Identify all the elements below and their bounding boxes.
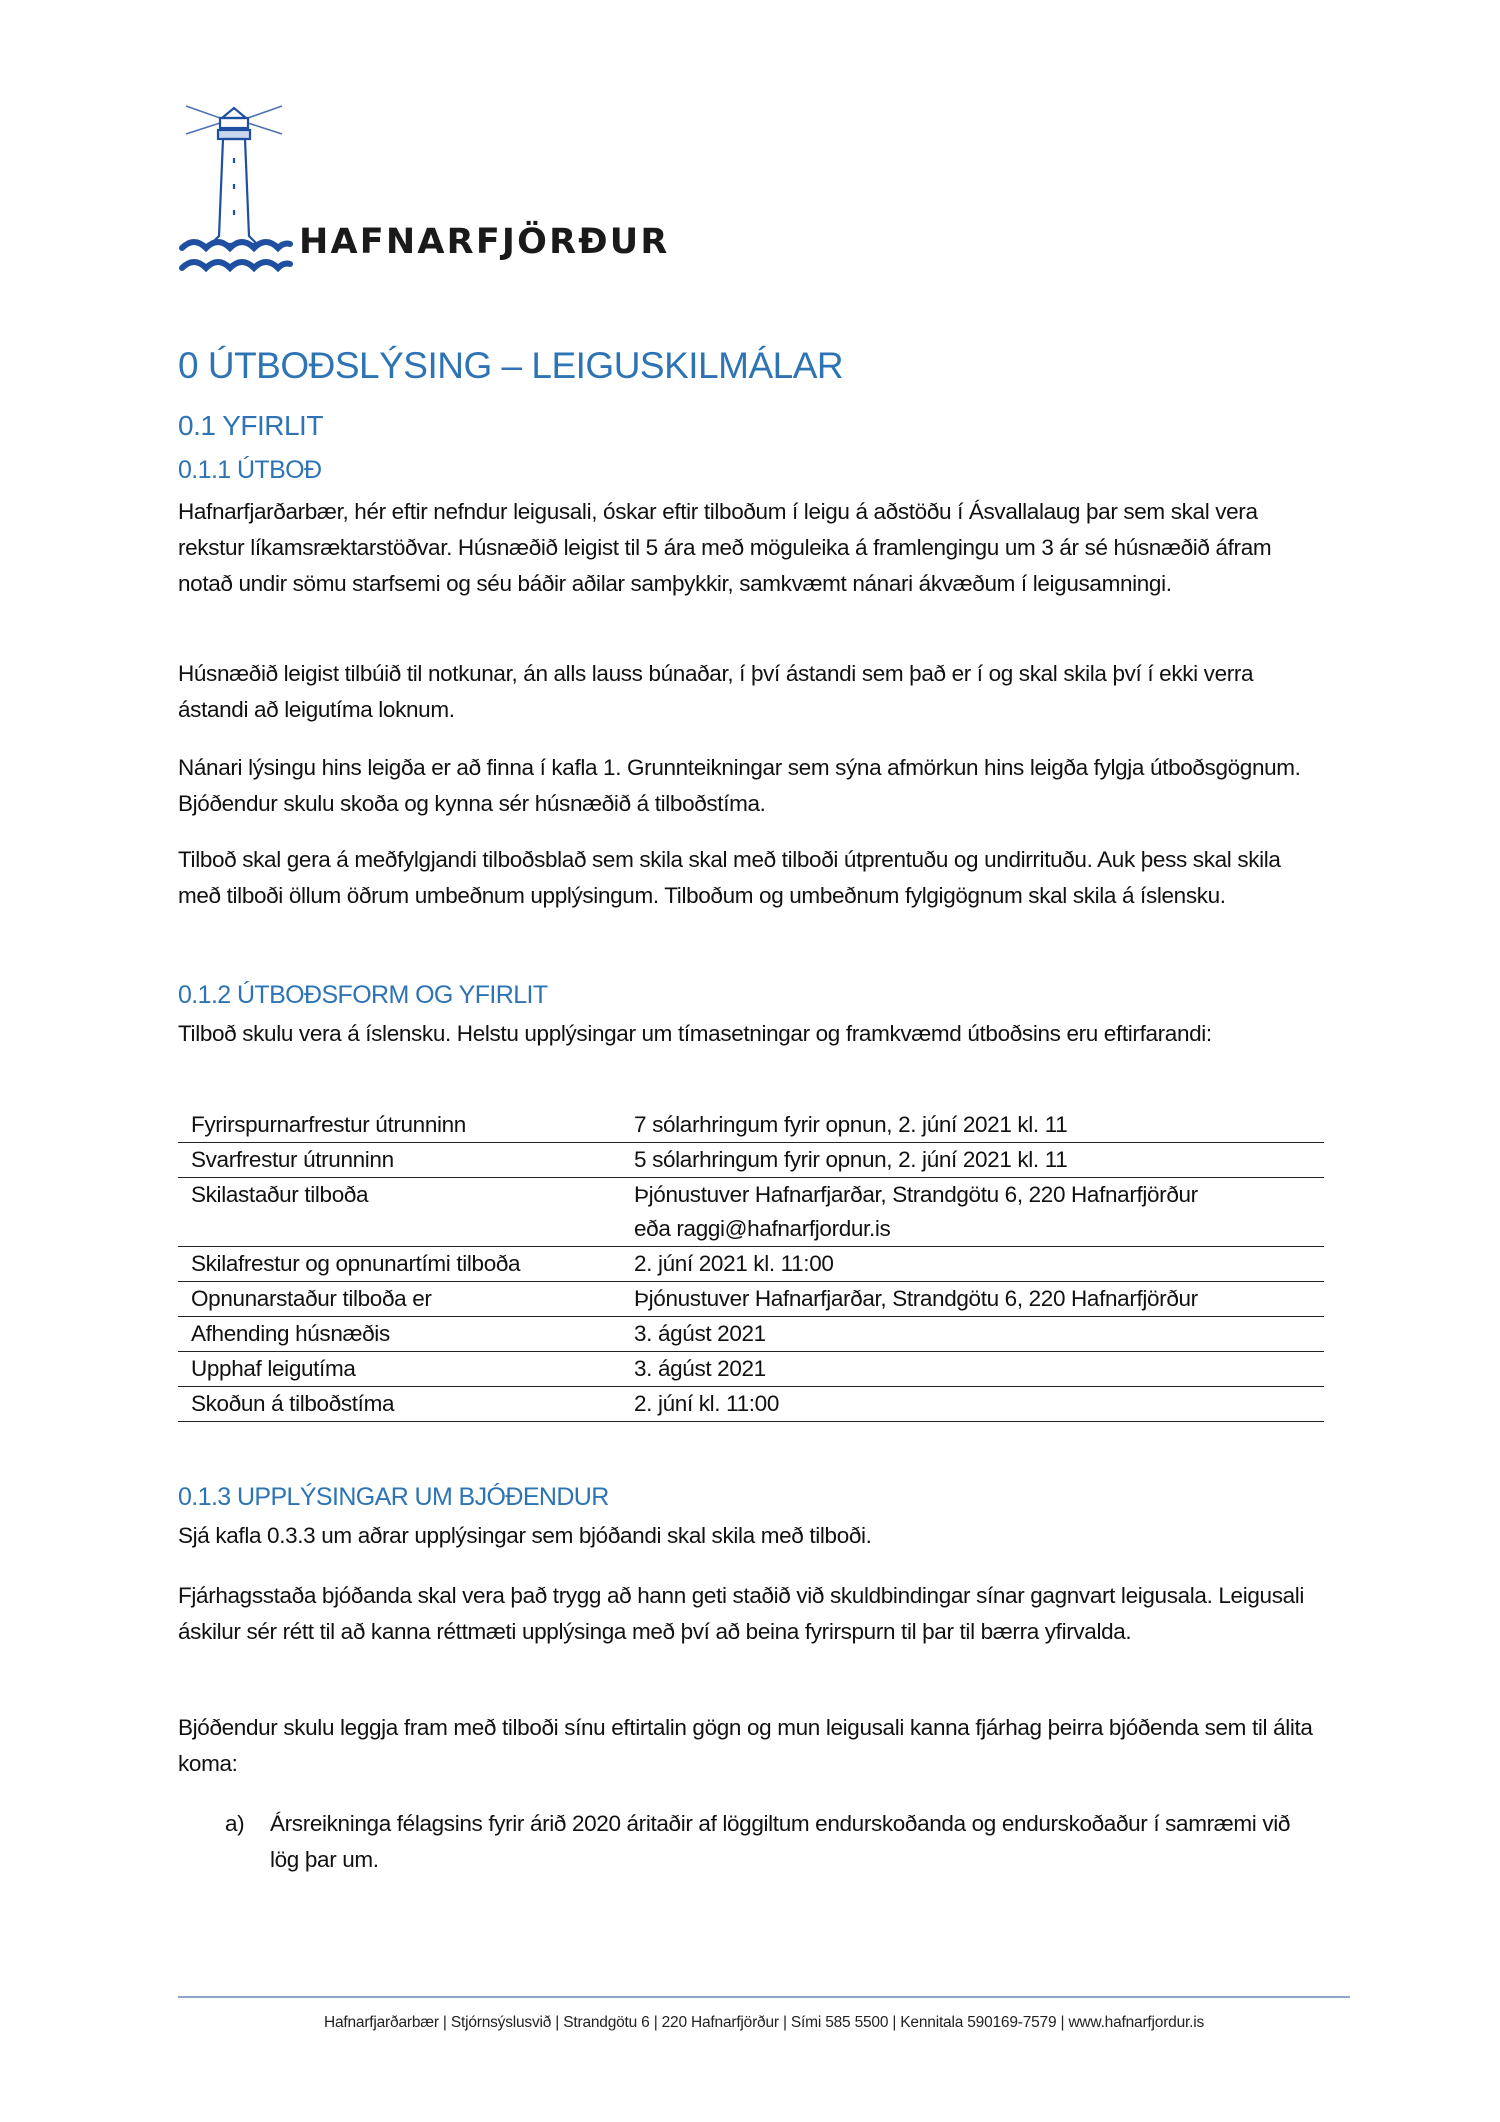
requirements-list [178,1806,1328,1886]
row-label: Skoðun á tilboðstíma [178,1387,621,1422]
row-value [621,1178,1324,1247]
table-row [178,1178,1324,1247]
paragraph: Fjárhagsstaða bjóðanda skal vera það trygg að hann geti staðið við skuldbindingar sínar gagnvart leigusala. Leigusali áskilur sér rétt til að kanna réttmæti upplýsinga með því að beina fyrirspurn til þar til bærra yfirvalda. [178,1583,1305,1644]
page-title: 0 ÚTBOÐSLÝSING – LEIGUSKILMÁLAR [178,345,844,386]
row-value: 7 sólarhringum fyrir opnun, 2. júní 2021 kl. 11 [621,1108,1324,1143]
table-row [178,1247,1324,1282]
paragraph: Bjóðendur skulu leggja fram með tilboði sínu eftirtalin gögn og mun leigusali kanna fjárhag þeirra bjóðenda sem til álita koma: [178,1715,1313,1776]
footer-divider [178,1996,1350,1998]
paragraph: Húsnæðið leigist tilbúið til notkunar, án alls lauss búnaðar, í því ástandi sem það er í og skal skila því í ekki verra ástandi að leigutíma loknum. [178,661,1254,722]
table-row [178,1387,1324,1422]
lighthouse-icon [178,96,293,281]
section-heading-0-1-1: 0.1.1 ÚTBOÐ [178,456,322,484]
hafnarfjordur-logo [178,88,673,278]
paragraph: Nánari lýsingu hins leigða er að finna í kafla 1. Grunnteikningar sem sýna afmörkun hins leigða fylgja útboðsgögnum. Bjóðendur skulu skoða og kynna sér húsnæðið á tilboðstíma. [178,755,1301,816]
paragraph: Tilboð skulu vera á íslensku. Helstu upplýsingar um tímasetningar og framkvæmd útboðsins eru eftirfarandi: [178,1021,1212,1046]
row-label: Upphaf leigutíma [178,1352,621,1387]
section-heading-0-1: 0.1 YFIRLIT [178,410,323,441]
row-label: Opnunarstaður tilboða er [178,1282,621,1317]
table-row [178,1352,1324,1387]
list-item-text: Ársreikninga félagsins fyrir árið 2020 áritaðir af löggiltum endurskoðanda og endurskoðaður í samræmi við lög þar um. [270,1811,1291,1872]
list-marker: a) [225,1811,245,1836]
row-label: Skilafrestur og opnunartími tilboða [178,1247,621,1282]
row-label: Skilastaður tilboða [178,1178,621,1247]
row-label: Svarfrestur útrunninn [178,1143,621,1178]
section-heading-0-1-3: 0.1.3 UPPLÝSINGAR UM BJÓÐENDUR [178,1483,609,1511]
logo-wordmark: HAFNARFJÖRÐUR [299,222,670,262]
row-value: 5 sólarhringum fyrir opnun, 2. júní 2021 kl. 11 [621,1143,1324,1178]
paragraph: Hafnarfjarðarbær, hér eftir nefndur leigusali, óskar eftir tilboðum í leigu á aðstöðu í Ásvallalaug þar sem skal vera rekstur líkamsræktarstöðvar. Húsnæðið leigist til 5 ára með möguleika á framlengingu um 3 ár sé húsnæðið áfram notað undir sömu starfsemi og séu báðir aðilar samþykkir, samkvæmt nánari ákvæðum í leigusamningi. [178,499,1272,596]
table-row [178,1108,1324,1143]
table-row [178,1143,1324,1178]
footer-contact-info: Hafnarfjarðarbær | Stjórnsýslusvið | Strandgötu 6 | 220 Hafnarfjörður | Sími 585 5500 | Kennitala 590169-7579 | www.hafnarfjordur.is [323,2014,1205,2031]
paragraph: Tilboð skal gera á meðfylgjandi tilboðsblað sem skila skal með tilboði útprentuðu og undirrituðu. Auk þess skal skila með tilboði öllum öðrum umbeðnum upplýsingum. Tilboðum og umbeðnum fylgigögnum skal skila á íslensku. [178,847,1281,908]
row-value: Þjónustuver Hafnarfjarðar, Strandgötu 6, 220 Hafnarfjörður [621,1282,1324,1317]
table-row [178,1317,1324,1352]
row-value: 2. júní kl. 11:00 [621,1387,1324,1422]
section-heading-0-1-2: 0.1.2 ÚTBOÐSFORM OG YFIRLIT [178,981,548,1009]
table-row [178,1282,1324,1317]
row-label: Afhending húsnæðis [178,1317,621,1352]
row-value: 3. ágúst 2021 [621,1352,1324,1387]
email-address: eða raggi@hafnarfjordur.is [634,1216,891,1241]
row-value-line: Þjónustuver Hafnarfjarðar, Strandgötu 6, 220 Hafnarfjörður [634,1182,1198,1207]
paragraph: Sjá kafla 0.3.3 um aðrar upplýsingar sem bjóðandi skal skila með tilboði. [178,1523,872,1548]
row-label: Fyrirspurnarfrestur útrunninn [178,1108,621,1143]
row-value: 2. júní 2021 kl. 11:00 [621,1247,1324,1282]
row-value: 3. ágúst 2021 [621,1317,1324,1352]
schedule-table [178,1108,1324,1422]
